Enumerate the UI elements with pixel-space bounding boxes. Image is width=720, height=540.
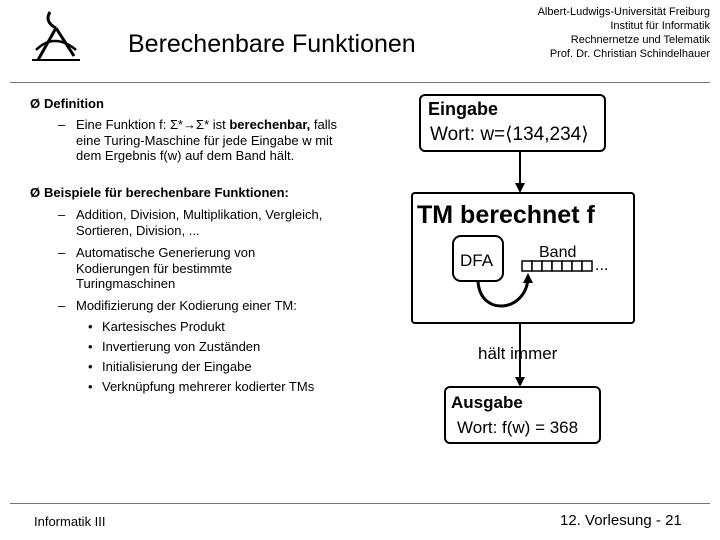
header-divider bbox=[10, 82, 710, 83]
dash-marker: – bbox=[58, 117, 66, 132]
example-text: Automatische Generierung von Kodierungen für bestimmte Turingmaschinen bbox=[76, 245, 256, 291]
institution-line: Prof. Dr. Christian Schindelhauer bbox=[549, 48, 710, 60]
institution-line: Rechnernetze und Telematik bbox=[570, 34, 710, 46]
dash-marker: – bbox=[58, 207, 66, 222]
institution-line: Albert-Ludwigs-Universität Freiburg bbox=[537, 6, 710, 18]
halt-label: hält immer bbox=[478, 344, 558, 363]
modification-text: Kartesisches Produkt bbox=[102, 319, 225, 334]
modification-item bbox=[88, 359, 252, 374]
tm-heading: TM berechnet f bbox=[417, 201, 595, 229]
definition-text bbox=[76, 117, 346, 164]
bullet-arrow-icon: Ø bbox=[30, 96, 41, 111]
dash-marker: – bbox=[58, 245, 66, 260]
bullet-dot: • bbox=[88, 339, 93, 354]
bullet-dot: • bbox=[88, 319, 93, 334]
example-item bbox=[58, 207, 361, 238]
modification-item bbox=[88, 379, 314, 394]
example-text: Modifizierung der Kodierung einer TM: bbox=[76, 298, 297, 313]
footer-course: Informatik III bbox=[34, 514, 106, 529]
tm-diagram bbox=[400, 88, 720, 448]
example-text: Addition, Division, Multiplikation, Vergleich, Sortieren, Division, ... bbox=[76, 207, 323, 238]
bullet-dot: • bbox=[88, 379, 93, 394]
dash-marker: – bbox=[58, 298, 66, 313]
modification-text: Verknüpfung mehrerer kodierter TMs bbox=[102, 379, 315, 394]
modification-text: Initialisierung der Eingabe bbox=[102, 359, 252, 374]
input-heading: Eingabe bbox=[428, 99, 499, 119]
definition-text-part: Eine Funktion f: Σ*→Σ* ist bbox=[76, 117, 230, 132]
dfa-label: DFA bbox=[460, 251, 494, 270]
bullet-arrow-icon: Ø bbox=[30, 185, 41, 200]
university-logo bbox=[30, 8, 82, 64]
modification-text: Invertierung von Zuständen bbox=[102, 339, 261, 354]
bullet-label: Definition bbox=[44, 96, 104, 111]
input-word: Wort: w=⟨134,234⟩ bbox=[430, 124, 589, 145]
bullet-dot: • bbox=[88, 359, 93, 374]
definition-item bbox=[58, 117, 346, 164]
footer-page: 12. Vorlesung - 21 bbox=[560, 512, 682, 529]
definition-text-part: falls eine Turing-Maschine für jede Eingabe w mit dem Ergebnis f(w) auf dem Band hält. bbox=[76, 117, 338, 163]
band-label: Band bbox=[539, 244, 577, 261]
bullet-label: Beispiele für berechenbare Funktionen: bbox=[44, 185, 289, 200]
institution-block bbox=[500, 5, 710, 61]
page-title: Berechenbare Funktionen bbox=[128, 30, 416, 58]
footer-divider bbox=[10, 503, 710, 504]
output-word: Wort: f(w) = 368 bbox=[457, 418, 579, 437]
band-ellipsis: ... bbox=[595, 257, 609, 274]
institution-line: Institut für Informatik bbox=[610, 20, 710, 32]
bullet-definition bbox=[30, 96, 104, 111]
band-cells bbox=[522, 261, 592, 271]
modification-item bbox=[88, 339, 260, 354]
modification-item bbox=[88, 319, 225, 334]
output-heading: Ausgabe bbox=[451, 393, 523, 412]
bullet-examples bbox=[30, 185, 289, 200]
definition-keyword: berechenbar, bbox=[229, 117, 311, 132]
example-item bbox=[58, 298, 376, 314]
example-item bbox=[58, 245, 286, 292]
